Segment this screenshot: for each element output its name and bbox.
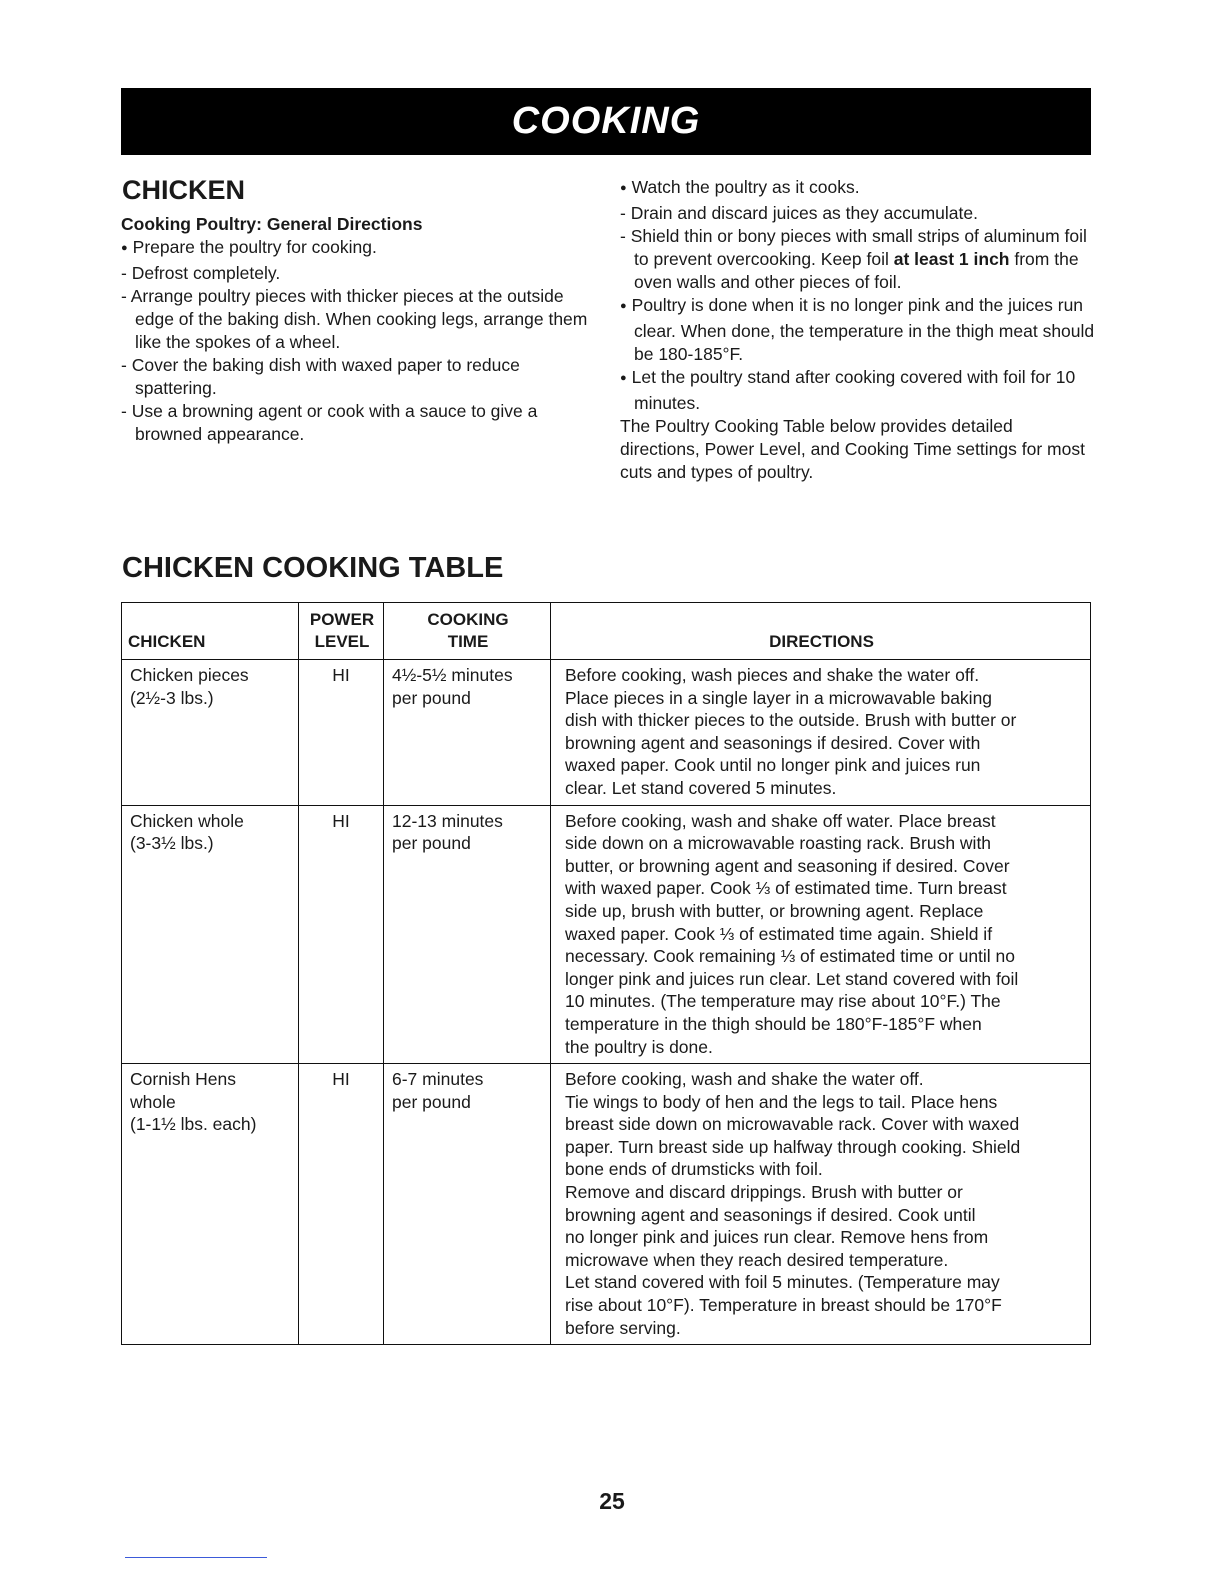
cell-power-level: HI: [299, 1064, 384, 1345]
cell-directions-line: bone ends of drumsticks with foil.: [565, 1159, 823, 1180]
header-directions: DIRECTIONS: [551, 603, 1091, 660]
cell-directions-line: Let stand covered with foil 5 minutes. (Temperature may: [565, 1272, 1000, 1293]
section-banner: [121, 88, 1091, 155]
table-title: CHICKEN COOKING TABLE: [122, 552, 504, 584]
cell-cooking-time: [384, 1064, 551, 1345]
cell-chicken-line: (1-1½ lbs. each): [130, 1114, 257, 1135]
cell-directions-line: rise about 10°F). Temperature in breast should be 170°F: [565, 1295, 1002, 1316]
header-power-level: POWER LEVEL: [299, 603, 384, 660]
general-directions-column: [121, 173, 591, 446]
tip-drain: - Drain and discard juices as they accumulate.: [620, 202, 1095, 225]
banner-title: COOKING: [511, 100, 701, 142]
cell-directions-line: with waxed paper. Cook ⅓ of estimated time. Turn breast: [565, 878, 1007, 899]
cell-cooking-time-line: 4½-5½ minutes: [392, 665, 513, 685]
table-row: [122, 805, 1091, 1064]
header-cooking-time: COOKING TIME: [384, 603, 551, 660]
tip-watch: ● Watch the poultry as it cooks.: [620, 176, 1095, 202]
cell-directions-line: Tie wings to body of hen and the legs to tail. Place hens: [565, 1091, 998, 1112]
tip-stand: ● Let the poultry stand after cooking covered with foil for 10 minutes.: [620, 366, 1095, 415]
cell-directions-line: breast side down on microwavable rack. Cover with waxed: [565, 1114, 1020, 1135]
cell-directions-line: Before cooking, wash and shake off water. Place breast: [565, 810, 996, 831]
tip-shield-text-a: Shield thin or bony pieces with small strips of aluminum foil to prevent overcooking. Keep foil: [630, 226, 1087, 269]
cell-chicken: [122, 660, 299, 806]
cell-chicken-line: Chicken pieces: [130, 665, 249, 685]
general-direction-line: - Cover the baking dish with waxed paper to reduce spattering.: [121, 354, 591, 400]
table-row: [122, 660, 1091, 806]
general-direction-line: - Use a browning agent or cook with a sauce to give a browned appearance.: [121, 400, 591, 446]
footer-rule: [125, 1557, 267, 1558]
table-intro-paragraph: The Poultry Cooking Table below provides detailed directions, Power Level, and Cooking Time settings for most cuts and types of poultry.: [620, 416, 1085, 482]
cell-directions-line: Before cooking, wash and shake the water off.: [565, 1069, 924, 1090]
cell-directions-line: longer pink and juices run clear. Let stand covered with foil: [565, 968, 1019, 989]
cell-directions-line: the poultry is done.: [565, 1036, 713, 1057]
cell-directions-line: Place pieces in a single layer in a microwavable baking: [565, 687, 993, 708]
cell-cooking-time-line: 12-13 minutes: [392, 810, 503, 831]
chicken-cooking-table: [121, 602, 1091, 1345]
cell-directions-line: necessary. Cook remaining ⅓ of estimated time or until no: [565, 946, 1016, 967]
table-row: [122, 1064, 1091, 1345]
cell-directions-line: side up, brush with butter, or browning agent. Replace: [565, 900, 984, 921]
cell-cooking-time: [384, 660, 551, 806]
page-number: 25: [599, 1488, 625, 1514]
header-chicken: CHICKEN: [122, 603, 299, 660]
cell-cooking-time: [384, 805, 551, 1064]
cell-directions-line: dish with thicker pieces to the outside. Brush with butter or: [565, 710, 1017, 731]
general-directions-heading: Cooking Poultry: General Directions: [121, 214, 423, 234]
cell-directions: [551, 805, 1091, 1064]
cell-cooking-time-line: per pound: [392, 687, 471, 708]
cell-directions-line: Before cooking, wash pieces and shake the water off.: [565, 665, 980, 685]
cell-chicken-line: Chicken whole: [130, 810, 244, 831]
cell-directions-line: waxed paper. Cook ⅓ of estimated time again. Shield if: [565, 923, 993, 944]
cell-directions-line: browning agent and seasonings if desired. Cook until: [565, 1204, 976, 1225]
cell-chicken-line: whole: [130, 1091, 176, 1112]
tip-shield: [620, 225, 1095, 294]
general-directions-list: [121, 236, 591, 446]
cell-directions: [551, 660, 1091, 806]
cell-directions-line: browning agent and seasonings if desired. Cover with: [565, 732, 981, 753]
cell-directions: [551, 1064, 1091, 1345]
cell-directions-line: 10 minutes. (The temperature may rise about 10°F.) The: [565, 991, 1001, 1012]
tip-shield-text-b: from the oven walls and other pieces of foil.: [634, 249, 1079, 292]
cell-cooking-time-line: per pound: [392, 833, 471, 854]
cell-directions-line: butter, or browning agent and seasoning if desired. Cover: [565, 855, 1010, 876]
cell-chicken-line: (2½-3 lbs.): [130, 687, 214, 708]
cell-directions-line: side down on a microwavable roasting rack. Brush with: [565, 833, 992, 854]
cell-chicken-line: (3-3½ lbs.): [130, 833, 214, 854]
general-direction-line: - Defrost completely.: [121, 262, 591, 285]
table-header-row: [122, 603, 1091, 660]
cell-cooking-time-line: per pound: [392, 1091, 471, 1112]
cell-chicken: [122, 805, 299, 1064]
cell-power-level: HI: [299, 805, 384, 1064]
cell-directions-line: no longer pink and juices run clear. Remove hens from: [565, 1227, 989, 1248]
general-direction-line: - Arrange poultry pieces with thicker pieces at the outside edge of the baking dish. When cooking legs, arrange them like the spokes of a wheel.: [121, 285, 591, 354]
tip-shield-emphasis: at least 1 inch: [893, 249, 1010, 269]
general-direction-line: ● Prepare the poultry for cooking.: [121, 236, 591, 262]
section-title: CHICKEN: [122, 175, 246, 205]
cell-power-level: HI: [299, 660, 384, 806]
poultry-tips-column: [620, 176, 1095, 484]
tip-done: ● Poultry is done when it is no longer pink and the juices run clear. When done, the temperature in the thigh meat should be 180-185°F.: [620, 294, 1095, 366]
cell-directions-line: Remove and discard drippings. Brush with butter or: [565, 1182, 963, 1203]
cell-directions-line: temperature in the thigh should be 180°F-185°F when: [565, 1013, 982, 1034]
cell-cooking-time-line: 6-7 minutes: [392, 1069, 484, 1090]
cell-chicken: [122, 1064, 299, 1345]
cell-directions-line: waxed paper. Cook until no longer pink and juices run: [565, 755, 981, 776]
cell-chicken-line: Cornish Hens: [130, 1069, 237, 1090]
cell-directions-line: before serving.: [565, 1317, 681, 1338]
cell-directions-line: clear. Let stand covered 5 minutes.: [565, 777, 837, 798]
cell-directions-line: microwave when they reach desired temperature.: [565, 1249, 949, 1270]
table-body: [122, 660, 1091, 1345]
cell-directions-line: paper. Turn breast side up halfway through cooking. Shield: [565, 1136, 1021, 1157]
